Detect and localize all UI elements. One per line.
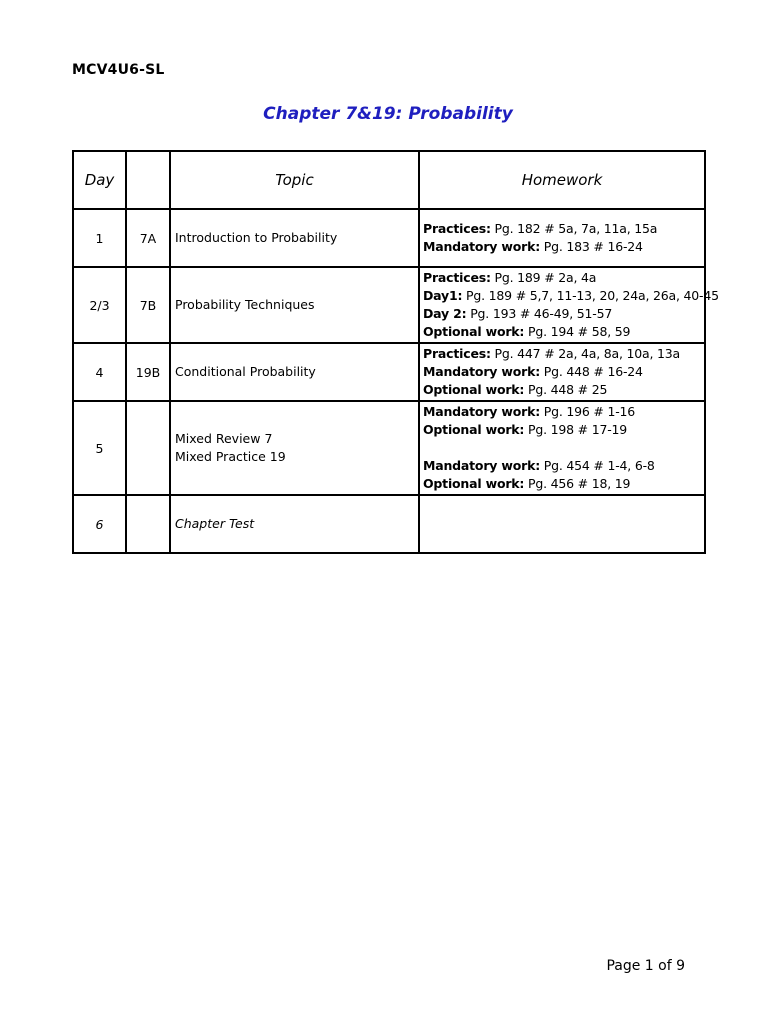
table-row [73, 495, 705, 553]
table-row [73, 267, 705, 343]
homework-text: Pg. 196 # 1-16 [540, 404, 636, 419]
homework-text: Pg. 194 # 58, 59 [524, 324, 631, 339]
homework-text: Pg. 456 # 18, 19 [524, 476, 631, 491]
homework-text: Pg. 198 # 17-19 [524, 422, 628, 437]
course-code: MCV4U6-SL [72, 62, 165, 78]
day-cell: 5 [73, 401, 126, 495]
homework-line [423, 381, 702, 399]
homework-line [423, 269, 702, 287]
table-row [73, 401, 705, 495]
homework-line [423, 238, 702, 256]
homework-text: Pg. 448 # 25 [524, 382, 608, 397]
homework-label: Optional work: [423, 476, 525, 491]
homework-text: Pg. 447 # 2a, 4a, 8a, 10a, 13a [490, 346, 680, 361]
homework-line [423, 323, 702, 341]
topic-text: Probability Techniques [175, 297, 315, 312]
homework-line [423, 220, 702, 238]
page-title: Chapter 7&19: Probability [263, 104, 513, 124]
day-cell: 1 [73, 209, 126, 267]
column-header-homework: Homework [419, 151, 705, 209]
homework-label: Practices: [423, 270, 491, 285]
homework-text: Pg. 183 # 16-24 [540, 239, 643, 254]
section-cell [126, 495, 170, 553]
topic-text: Mixed Review 7 [175, 431, 273, 446]
topic-cell [170, 267, 419, 343]
homework-cell [419, 401, 705, 495]
homework-text: Pg. 182 # 5a, 7a, 11a, 15a [490, 221, 658, 236]
topic-text: Introduction to Probability [175, 230, 338, 245]
day-cell: 4 [73, 343, 126, 401]
topic-text: Chapter Test [175, 516, 255, 531]
topic-cell [170, 495, 419, 553]
topic-cell [170, 209, 419, 267]
homework-line [423, 363, 702, 381]
column-header-topic: Topic [170, 151, 419, 209]
day-cell: 2/3 [73, 267, 126, 343]
topic-cell [170, 401, 419, 495]
homework-line [423, 345, 702, 363]
homework-text: Pg. 193 # 46-49, 51-57 [466, 306, 613, 321]
homework-line [423, 457, 702, 475]
section-cell: 7B [126, 267, 170, 343]
homework-label: Practices: [423, 346, 491, 361]
homework-label: Optional work: [423, 324, 525, 339]
page-number: Page 1 of 9 [606, 958, 685, 974]
homework-label: Mandatory work: [423, 458, 540, 473]
topic-text: Mixed Practice 19 [175, 449, 286, 464]
homework-line [423, 421, 702, 439]
homework-cell [419, 267, 719, 343]
topic-text: Conditional Probability [175, 364, 316, 379]
homework-line [423, 305, 702, 323]
homework-cell [419, 495, 705, 553]
homework-cell [419, 209, 705, 267]
table-row [73, 343, 705, 401]
table-header-row [73, 151, 705, 209]
homework-label: Day 2: [423, 306, 467, 321]
homework-text: Pg. 189 # 2a, 4a [490, 270, 597, 285]
homework-text: Pg. 448 # 16-24 [540, 364, 643, 379]
column-header-section [126, 151, 170, 209]
table-row [73, 209, 705, 267]
section-cell [126, 401, 170, 495]
homework-text: Pg. 454 # 1-4, 6-8 [540, 458, 655, 473]
homework-line [423, 287, 719, 305]
day-cell: 6 [73, 495, 126, 553]
homework-line [423, 403, 702, 421]
homework-schedule-table [72, 150, 719, 554]
topic-cell [170, 343, 419, 401]
homework-label: Optional work: [423, 382, 525, 397]
column-header-day: Day [73, 151, 126, 209]
homework-label: Mandatory work: [423, 404, 540, 419]
homework-cell [419, 343, 705, 401]
homework-label: Day1: [423, 288, 463, 303]
homework-label: Practices: [423, 221, 491, 236]
section-cell: 19B [126, 343, 170, 401]
homework-label: Optional work: [423, 422, 525, 437]
section-cell: 7A [126, 209, 170, 267]
homework-label: Mandatory work: [423, 239, 540, 254]
homework-line [423, 475, 702, 493]
homework-label: Mandatory work: [423, 364, 540, 379]
homework-text: Pg. 189 # 5,7, 11-13, 20, 24a, 26a, 40-45 [462, 288, 719, 303]
